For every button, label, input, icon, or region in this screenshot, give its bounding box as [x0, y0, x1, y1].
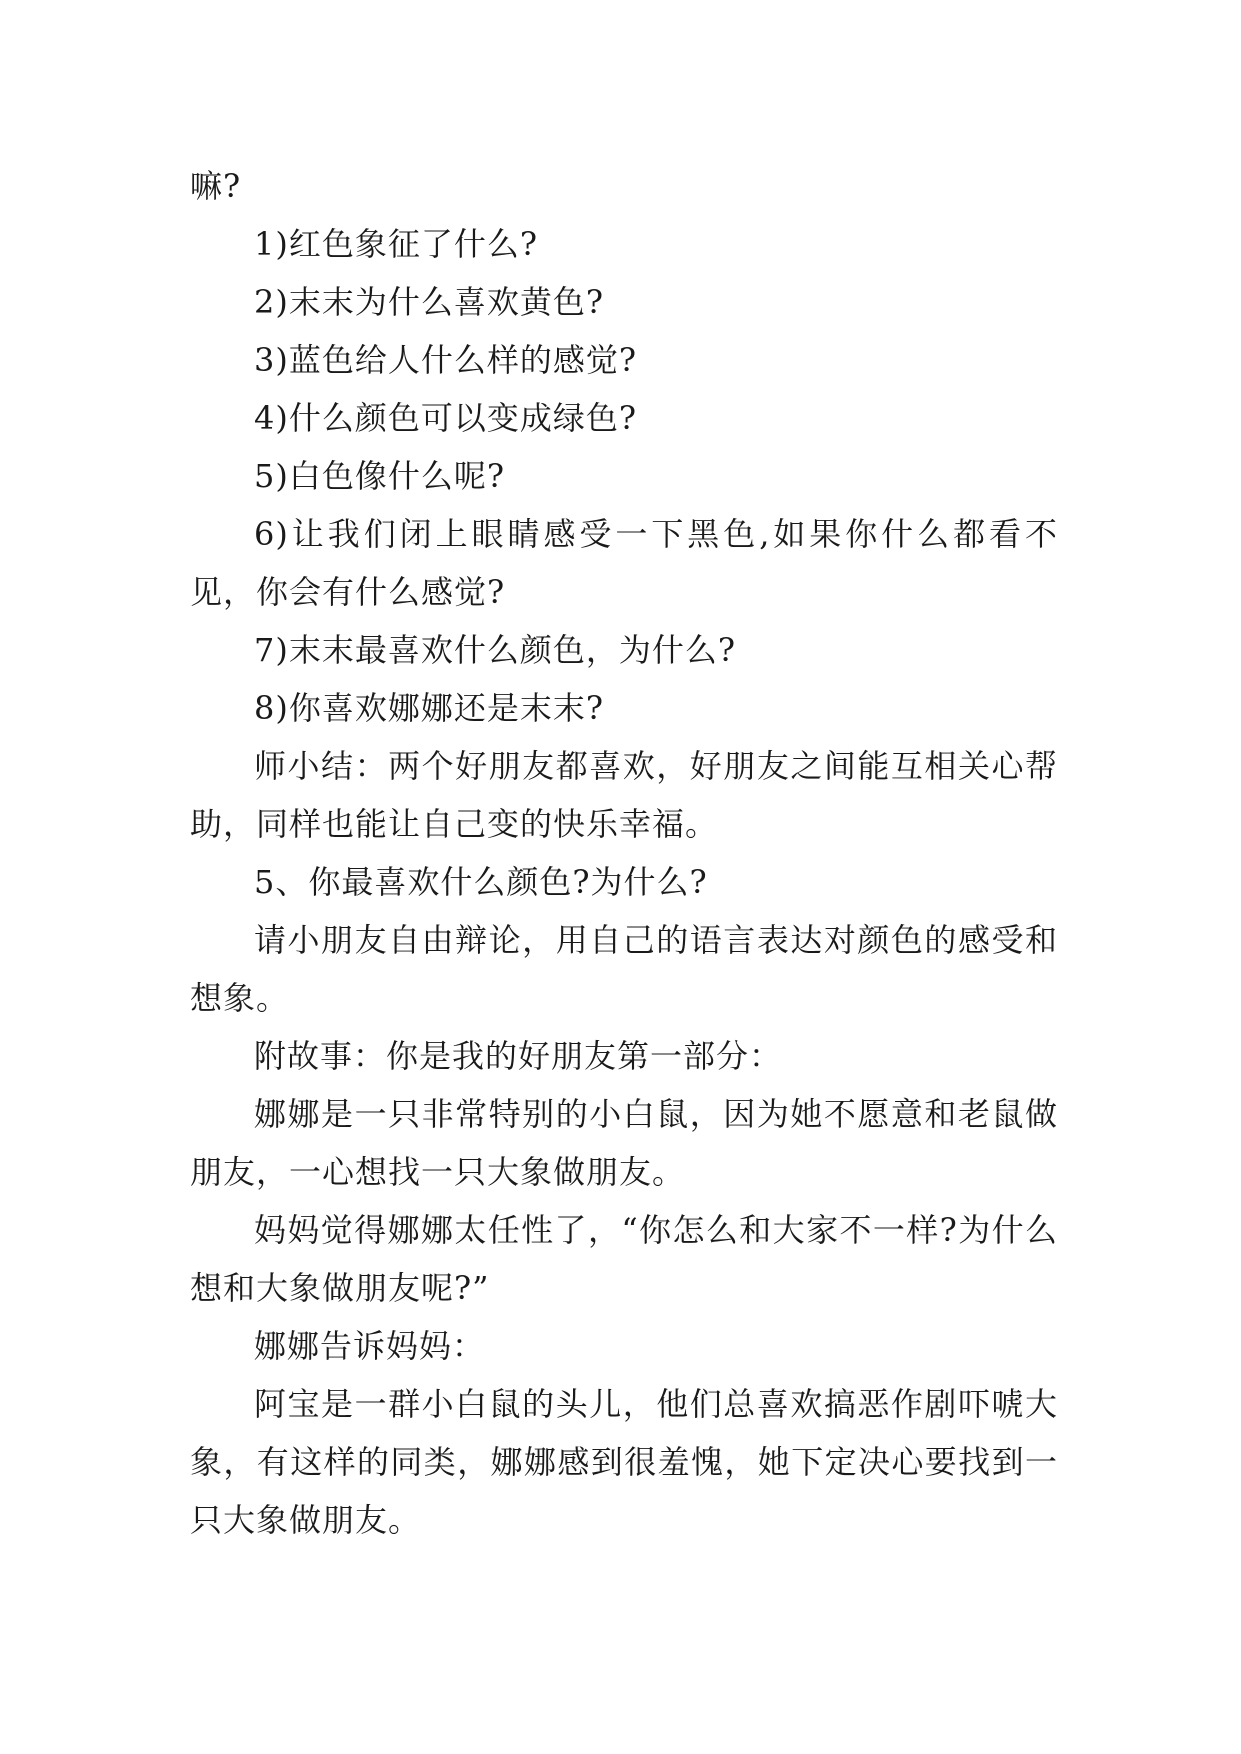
step-5-question: 5、你最喜欢什么颜色?为什么? — [254, 863, 708, 901]
question-3: 3)蓝色给人什么样的感觉? — [254, 341, 638, 379]
story-heading: 附故事：你是我的好朋友第一部分： — [254, 1037, 783, 1075]
story-paragraph: 娜娜告诉妈妈： — [254, 1327, 486, 1365]
question-1: 1)红色象征了什么? — [254, 225, 539, 263]
document-body — [190, 157, 1058, 1549]
debate-instruction: 请小朋友自由辩论，用自己的语言表达对颜色的感受和想象。 — [190, 921, 1058, 1017]
story-paragraph: 妈妈觉得娜娜太任性了，“你怎么和大家不一样?为什么想和大象做朋友呢?” — [190, 1211, 1058, 1307]
paragraph-continuation: 嘛? — [190, 167, 242, 205]
question-6: 6)让我们闭上眼睛感受一下黑色,如果你什么都看不见，你会有什么感觉? — [190, 515, 1058, 611]
teacher-summary: 师小结：两个好朋友都喜欢，好朋友之间能互相关心帮助，同样也能让自己变的快乐幸福。 — [190, 747, 1058, 843]
question-8: 8)你喜欢娜娜还是末末? — [254, 689, 605, 727]
question-4: 4)什么颜色可以变成绿色? — [254, 399, 638, 437]
question-7: 7)末末最喜欢什么颜色，为什么? — [254, 631, 737, 669]
story-paragraph: 阿宝是一群小白鼠的头儿，他们总喜欢搞恶作剧吓唬大象，有这样的同类，娜娜感到很羞愧，她下定决心要找到一只大象做朋友。 — [190, 1385, 1058, 1539]
question-2: 2)末末为什么喜欢黄色? — [254, 283, 605, 321]
story-paragraph: 娜娜是一只非常特别的小白鼠，因为她不愿意和老鼠做朋友，一心想找一只大象做朋友。 — [190, 1095, 1058, 1191]
question-5: 5)白色像什么呢? — [254, 457, 506, 495]
